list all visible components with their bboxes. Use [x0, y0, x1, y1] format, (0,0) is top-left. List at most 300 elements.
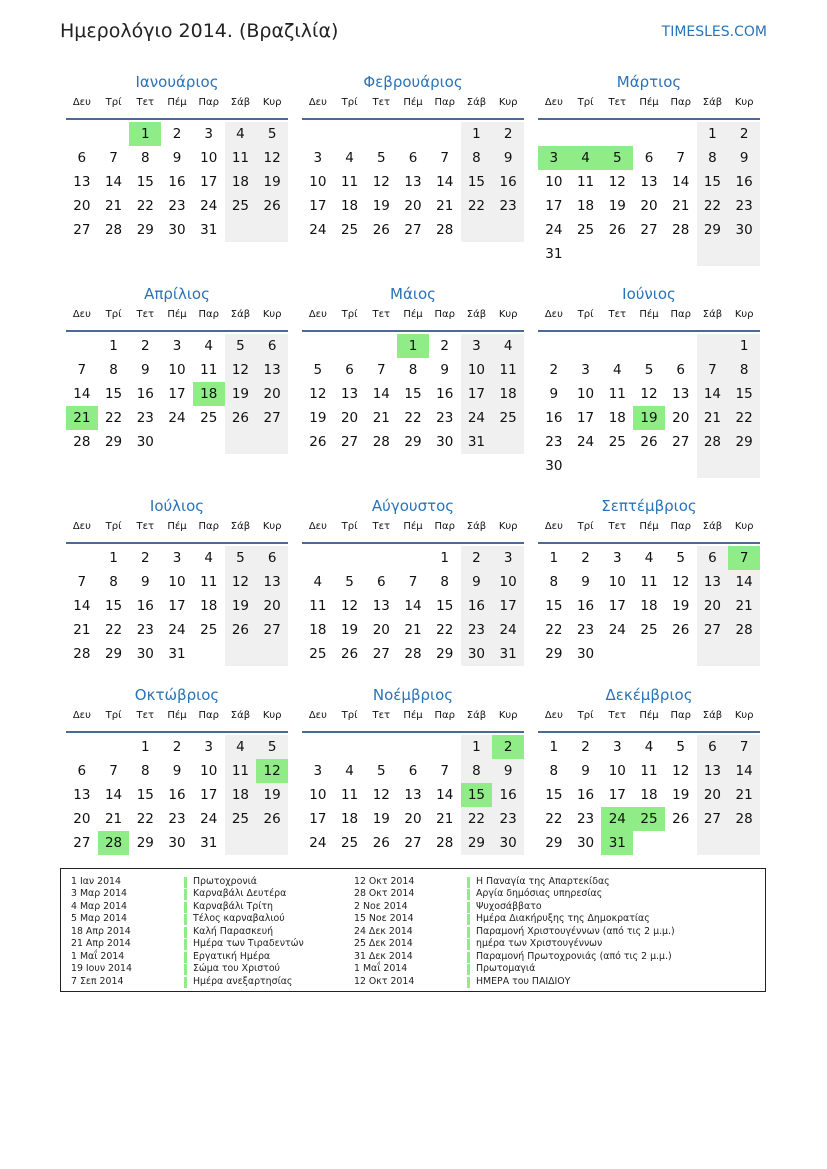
day-cell: 17 [168, 386, 186, 402]
day-cell: 12 [608, 174, 626, 190]
day-cell: 23 [576, 622, 595, 638]
day-cell: 27 [73, 222, 91, 238]
day-cell: 9 [461, 570, 493, 594]
day-cell: 27 [256, 406, 288, 430]
day-cell: 26 [640, 434, 658, 450]
legend-marker [467, 877, 470, 888]
day-cell: 10 [168, 362, 186, 378]
weekday-label: Τρί [341, 710, 358, 721]
day-cell: 23 [492, 194, 524, 218]
day-cell: 24 [492, 618, 524, 642]
day-cell: 24 [576, 434, 595, 450]
month-block [302, 496, 524, 666]
legend-holiday-name: Παραμονή Πρωτοχρονιάς (από τις 2 μ.μ.) [476, 950, 672, 962]
day-cell: 17 [492, 594, 524, 618]
holiday-day-cell: 21 [66, 406, 98, 430]
day-cell: 29 [404, 434, 422, 450]
day-cell: 5 [313, 362, 323, 378]
day-cell: 3 [581, 362, 590, 378]
day-cell: 14 [436, 174, 454, 190]
day-cell: 10 [576, 386, 595, 402]
day-cell: 14 [73, 386, 91, 402]
empty-cell [728, 454, 760, 478]
day-cell: 31 [461, 430, 493, 454]
day-cell: 28 [436, 222, 454, 238]
day-cell: 27 [697, 618, 729, 642]
empty-cell [633, 122, 665, 146]
weekday-label: Δευ [72, 521, 91, 532]
empty-cell [256, 831, 288, 855]
day-cell: 14 [728, 570, 760, 594]
weekday-label: Πέμ [639, 521, 659, 532]
empty-cell [601, 242, 633, 266]
day-cell: 23 [576, 811, 595, 827]
legend-holiday-name: Πρωτομαγιά [476, 963, 536, 975]
legend-date: 31 Δεκ 2014 [354, 950, 413, 962]
holiday-day-cell: 15 [461, 783, 493, 807]
legend-row [354, 888, 675, 900]
day-cell: 16 [436, 386, 454, 402]
day-cell: 20 [404, 811, 422, 827]
month-block [66, 72, 288, 242]
empty-cell [570, 122, 602, 146]
day-cell: 27 [256, 618, 288, 642]
day-cell: 25 [640, 622, 658, 638]
day-cell: 3 [172, 338, 182, 354]
holiday-day-cell: 1 [129, 122, 161, 146]
empty-cell [697, 334, 729, 358]
day-grid [538, 120, 760, 266]
month-block [302, 284, 524, 454]
weekday-label: Τετ [608, 521, 627, 532]
day-grid [302, 733, 524, 855]
weekday-label: Σάβ [466, 521, 487, 532]
legend-row [71, 963, 304, 975]
day-cell: 8 [461, 759, 493, 783]
day-cell: 19 [225, 594, 257, 618]
weekday-label: Σάβ [230, 309, 251, 320]
day-cell: 19 [672, 787, 690, 803]
day-grid [302, 332, 524, 454]
day-cell: 8 [697, 146, 729, 170]
weekday-label: Παρ [198, 710, 219, 721]
day-cell: 9 [440, 362, 449, 378]
day-cell: 23 [168, 811, 186, 827]
empty-cell [538, 122, 570, 146]
day-cell: 4 [225, 122, 257, 146]
day-cell: 24 [309, 835, 327, 851]
day-cell: 17 [309, 811, 327, 827]
day-cell: 14 [73, 598, 91, 614]
weekday-label: Πέμ [167, 521, 187, 532]
weekday-label: Κυρ [498, 521, 518, 532]
day-cell: 18 [608, 410, 626, 426]
holiday-day-cell: 25 [633, 807, 665, 831]
month-block [538, 496, 760, 666]
day-cell: 8 [728, 358, 760, 382]
empty-cell [665, 831, 697, 855]
day-cell: 9 [492, 146, 524, 170]
day-cell: 2 [461, 546, 493, 570]
weekday-label: Σάβ [230, 97, 251, 108]
day-cell: 20 [404, 198, 422, 214]
empty-cell [256, 642, 288, 666]
weekday-header [538, 518, 760, 544]
day-cell: 29 [104, 434, 123, 450]
weekday-label: Δευ [308, 521, 327, 532]
month-block [538, 284, 760, 478]
day-cell: 21 [73, 622, 91, 638]
day-cell: 5 [256, 122, 288, 146]
weekday-label: Πέμ [167, 710, 187, 721]
day-cell: 1 [140, 739, 150, 755]
legend-row [71, 901, 304, 913]
day-cell: 3 [172, 550, 182, 566]
day-cell: 12 [340, 598, 359, 614]
day-cell: 28 [697, 430, 729, 454]
day-cell: 5 [225, 546, 257, 570]
day-cell: 11 [200, 362, 218, 378]
legend-row [71, 926, 304, 938]
weekday-header [538, 707, 760, 733]
weekday-label: Τετ [608, 97, 627, 108]
day-cell: 17 [608, 598, 626, 614]
day-cell: 14 [436, 787, 454, 803]
day-cell: 3 [204, 739, 213, 755]
empty-cell [728, 642, 760, 666]
day-cell: 16 [492, 170, 524, 194]
weekday-label: Τετ [608, 710, 627, 721]
legend-date: 12 Οκτ 2014 [354, 975, 415, 987]
weekday-label: Σάβ [702, 521, 723, 532]
day-cell: 3 [313, 763, 323, 779]
day-cell: 9 [728, 146, 760, 170]
weekday-label: Κυρ [262, 521, 282, 532]
day-cell: 28 [672, 222, 690, 238]
day-cell: 27 [640, 222, 658, 238]
day-cell: 15 [436, 598, 454, 614]
day-cell: 24 [200, 811, 218, 827]
day-cell: 30 [168, 222, 186, 238]
weekday-header [302, 306, 524, 332]
empty-cell [397, 735, 429, 759]
day-cell: 7 [697, 358, 729, 382]
day-cell: 8 [109, 574, 118, 590]
day-cell: 27 [404, 222, 422, 238]
day-cell: 20 [697, 783, 729, 807]
weekday-label: Παρ [670, 309, 691, 320]
legend-date: 18 Απρ 2014 [71, 925, 131, 937]
day-cell: 8 [549, 574, 559, 590]
day-cell: 20 [372, 622, 390, 638]
day-cell: 27 [73, 835, 91, 851]
month-name: Απρίλιος [144, 285, 210, 303]
day-cell: 7 [440, 150, 449, 166]
weekday-label: Τρί [105, 309, 122, 320]
empty-cell [633, 642, 665, 666]
day-cell: 25 [225, 807, 257, 831]
month-name: Νοέμβριος [372, 686, 454, 704]
legend-row [71, 913, 304, 925]
day-cell: 10 [461, 358, 493, 382]
month-block [302, 72, 524, 242]
weekday-label: Πέμ [167, 97, 187, 108]
legend-holiday-name: Ημέρα των Τιραδεντών [193, 938, 304, 950]
day-cell: 14 [372, 386, 390, 402]
day-cell: 17 [200, 787, 218, 803]
month-block [302, 685, 524, 855]
empty-cell [334, 735, 366, 759]
day-cell: 6 [345, 362, 354, 378]
day-cell: 5 [376, 763, 386, 779]
weekday-label: Τετ [372, 97, 391, 108]
day-cell: 16 [168, 787, 186, 803]
page-title: Ημερολόγιο 2014. (Βραζιλία) [60, 20, 339, 42]
weekday-label: Δευ [72, 97, 91, 108]
weekday-header [302, 707, 524, 733]
day-cell: 22 [136, 198, 154, 214]
day-cell: 24 [309, 222, 327, 238]
day-cell: 4 [644, 739, 654, 755]
weekday-header [66, 306, 288, 332]
day-cell: 18 [640, 598, 658, 614]
day-cell: 11 [492, 358, 524, 382]
day-cell: 26 [372, 835, 390, 851]
weekday-label: Σάβ [702, 97, 723, 108]
month-block [538, 685, 760, 855]
legend-marker [184, 902, 187, 913]
day-cell: 30 [576, 835, 595, 851]
day-grid [538, 332, 760, 478]
empty-cell [633, 242, 665, 266]
day-cell: 16 [728, 170, 760, 194]
day-cell: 22 [545, 622, 563, 638]
legend-marker [467, 977, 470, 988]
empty-cell [665, 454, 697, 478]
day-cell: 26 [225, 406, 257, 430]
weekday-label: Δευ [544, 521, 563, 532]
day-cell: 27 [372, 646, 390, 662]
day-cell: 29 [461, 831, 493, 855]
day-cell: 11 [200, 574, 218, 590]
empty-cell [256, 430, 288, 454]
day-cell: 21 [104, 811, 123, 827]
day-cell: 20 [697, 594, 729, 618]
weekday-label: Δευ [72, 710, 91, 721]
empty-cell [334, 546, 366, 570]
empty-cell [66, 122, 98, 146]
weekday-label: Τετ [136, 309, 155, 320]
weekday-label: Κυρ [734, 309, 754, 320]
day-cell: 29 [545, 646, 563, 662]
day-cell: 20 [73, 198, 91, 214]
day-cell: 9 [172, 763, 182, 779]
legend-holiday-name: Η Παναγία της Απαρτεκίδας [476, 876, 610, 887]
empty-cell [429, 735, 461, 759]
weekday-label: Κυρ [498, 309, 518, 320]
legend-marker [184, 964, 187, 975]
day-cell: 28 [73, 646, 91, 662]
weekday-label: Παρ [434, 309, 455, 320]
day-cell: 11 [309, 598, 327, 614]
weekday-label: Τετ [372, 710, 391, 721]
legend-holiday-name: ημέρα των Χριστουγέννων [476, 938, 603, 950]
empty-cell [665, 334, 697, 358]
day-cell: 25 [200, 622, 218, 638]
holiday-legend [60, 868, 766, 992]
weekday-label: Κυρ [734, 521, 754, 532]
holiday-day-cell: 5 [601, 146, 633, 170]
day-cell: 4 [204, 550, 213, 566]
empty-cell [633, 334, 665, 358]
day-cell: 3 [612, 550, 622, 566]
day-cell: 26 [256, 194, 288, 218]
day-cell: 16 [136, 386, 154, 402]
day-cell: 25 [309, 646, 327, 662]
day-cell: 8 [440, 574, 449, 590]
day-cell: 15 [545, 787, 563, 803]
day-cell: 20 [640, 198, 658, 214]
day-cell: 6 [697, 735, 729, 759]
weekday-label: Τρί [577, 309, 594, 320]
day-cell: 16 [576, 787, 595, 803]
day-cell: 30 [136, 434, 154, 450]
weekday-label: Δευ [308, 309, 327, 320]
legend-marker [184, 927, 187, 938]
day-cell: 5 [676, 550, 685, 566]
day-cell: 18 [225, 170, 257, 194]
weekday-label: Κυρ [498, 710, 518, 721]
weekday-header [302, 518, 524, 544]
legend-marker [184, 977, 187, 988]
day-cell: 22 [545, 811, 563, 827]
day-cell: 17 [168, 598, 186, 614]
day-grid [66, 544, 288, 666]
day-cell: 14 [104, 787, 123, 803]
holiday-day-cell: 7 [728, 546, 760, 570]
day-cell: 25 [200, 410, 218, 426]
day-cell: 8 [408, 362, 418, 378]
day-cell: 22 [461, 194, 493, 218]
day-cell: 22 [136, 811, 154, 827]
day-cell: 28 [73, 434, 91, 450]
day-cell: 26 [225, 618, 257, 642]
weekday-label: Τρί [105, 710, 122, 721]
legend-row [354, 876, 675, 888]
day-cell: 2 [140, 550, 150, 566]
day-cell: 28 [372, 434, 390, 450]
legend-row [354, 926, 675, 938]
day-cell: 22 [461, 807, 493, 831]
day-cell: 13 [404, 787, 422, 803]
day-cell: 13 [697, 759, 729, 783]
legend-row [71, 876, 304, 888]
day-cell: 15 [104, 386, 123, 402]
holiday-day-cell: 18 [193, 382, 225, 406]
day-cell: 18 [309, 622, 327, 638]
day-cell: 21 [372, 410, 390, 426]
day-cell: 10 [309, 787, 327, 803]
day-cell: 24 [608, 622, 626, 638]
empty-cell [256, 218, 288, 242]
legend-marker [467, 952, 470, 963]
day-cell: 21 [436, 198, 454, 214]
day-cell: 11 [576, 174, 595, 190]
day-cell: 28 [728, 618, 760, 642]
empty-cell [302, 546, 334, 570]
weekday-label: Τετ [136, 97, 155, 108]
empty-cell [697, 642, 729, 666]
day-cell: 22 [728, 406, 760, 430]
day-cell: 1 [461, 735, 493, 759]
empty-cell [633, 831, 665, 855]
legend-holiday-name: Καρναβάλι Τρίτη [193, 900, 273, 912]
day-cell: 28 [728, 807, 760, 831]
weekday-label: Πέμ [167, 309, 187, 320]
empty-cell [302, 122, 334, 146]
day-cell: 10 [492, 570, 524, 594]
day-cell: 2 [581, 550, 590, 566]
day-cell: 2 [140, 338, 150, 354]
weekday-label: Δευ [72, 309, 91, 320]
weekday-label: Τρί [577, 521, 594, 532]
empty-cell [302, 334, 334, 358]
day-grid [302, 120, 524, 242]
legend-holiday-name: Καλή Παρασκευή [193, 925, 274, 937]
brand-link[interactable]: TIMESLES.COM [661, 24, 767, 40]
weekday-header [66, 94, 288, 120]
month-block [66, 496, 288, 666]
empty-cell [601, 122, 633, 146]
day-cell: 11 [640, 574, 658, 590]
day-grid [66, 120, 288, 242]
day-cell: 15 [545, 598, 563, 614]
day-cell: 19 [256, 783, 288, 807]
month-name: Αύγουστος [371, 497, 455, 515]
weekday-label: Τρί [105, 97, 122, 108]
day-cell: 29 [545, 835, 563, 851]
day-cell: 11 [225, 759, 257, 783]
weekday-label: Τετ [136, 521, 155, 532]
day-cell: 29 [436, 646, 454, 662]
day-cell: 12 [225, 570, 257, 594]
day-cell: 10 [608, 763, 626, 779]
legend-date: 28 Οκτ 2014 [354, 888, 415, 900]
weekday-label: Τρί [105, 521, 122, 532]
day-cell: 1 [109, 550, 118, 566]
legend-marker [184, 889, 187, 900]
empty-cell [98, 735, 130, 759]
holiday-day-cell: 19 [633, 406, 665, 430]
day-cell: 23 [168, 198, 186, 214]
day-cell: 15 [404, 386, 422, 402]
weekday-header [66, 707, 288, 733]
day-cell: 20 [73, 811, 91, 827]
day-cell: 8 [461, 146, 493, 170]
weekday-label: Παρ [198, 97, 219, 108]
legend-holiday-name: Αργία δημόσιας υπηρεσίας [476, 888, 603, 900]
holiday-day-cell: 12 [256, 759, 288, 783]
day-cell: 14 [404, 598, 422, 614]
legend-date: 24 Δεκ 2014 [354, 925, 413, 937]
legend-date: 1 Μαΐ 2014 [71, 950, 125, 962]
day-cell: 28 [436, 835, 454, 851]
holiday-day-cell: 31 [601, 831, 633, 855]
holiday-day-cell: 24 [601, 807, 633, 831]
weekday-label: Σάβ [466, 710, 487, 721]
day-cell: 5 [644, 362, 654, 378]
empty-cell [429, 122, 461, 146]
